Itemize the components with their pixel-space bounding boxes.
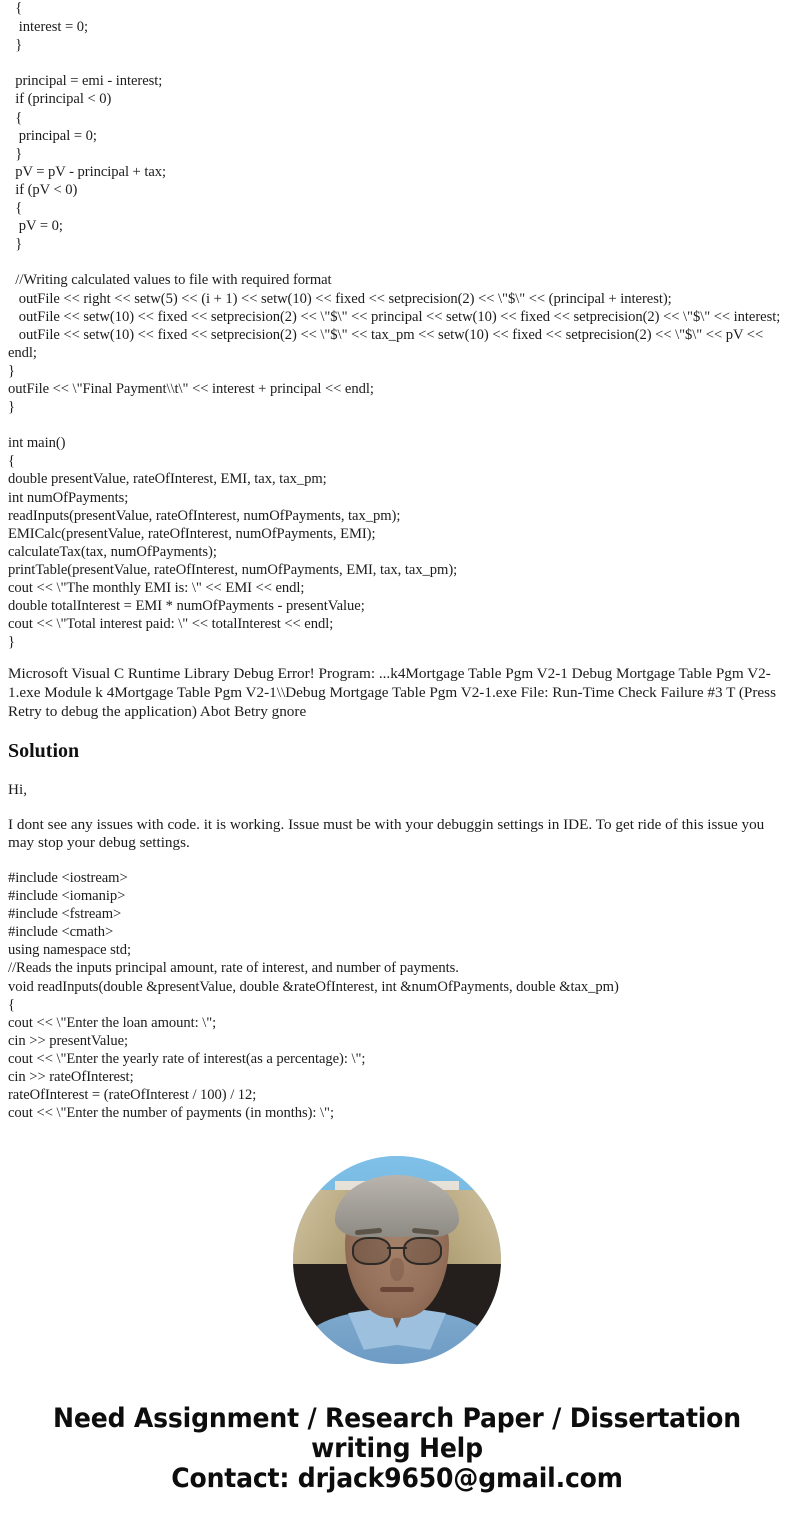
- code-bottom-line: #include <cmath>: [8, 924, 114, 941]
- code-top-line: {: [8, 109, 23, 126]
- code-bottom-line: #include <iomanip>: [8, 888, 126, 905]
- code-top-line: double totalInterest = EMI * numOfPayments - presentValue;: [8, 598, 365, 615]
- code-top-line: outFile << \"Final Payment\\t\" << interest + principal << endl;: [8, 380, 374, 397]
- solution-body-text: I dont see any issues with code. it is working. Issue must be with your debuggin settings in IDE. To get ride of this issue you may stop your debug settings.: [8, 815, 765, 852]
- code-top-line: [8, 54, 786, 72]
- code-top-line: {: [8, 0, 23, 16]
- eyeglasses-lens-left-icon: [352, 1237, 390, 1265]
- avatar-container: [0, 1156, 794, 1364]
- code-top-line: principal = emi - interest;: [8, 73, 163, 90]
- code-top-line: if (pV < 0): [8, 181, 78, 198]
- spacer-before-avatar: [0, 1122, 794, 1156]
- avatar: [293, 1156, 501, 1364]
- code-top-line: {: [8, 200, 23, 217]
- code-top-line: pV = pV - principal + tax;: [8, 163, 167, 180]
- code-top-line: }: [8, 37, 23, 54]
- spacer-before-body: [0, 800, 794, 816]
- code-top-line: outFile << right << setw(5) << (i + 1) << setw(10) << fixed << setprecision(2) << \"$\" << (principal + interest);: [8, 290, 672, 307]
- solution-heading: Solution: [8, 740, 80, 763]
- code-top-line: //Writing calculated values to file with required format: [8, 272, 332, 289]
- spacer-before-solution: [0, 721, 794, 739]
- code-bottom-line: //Reads the inputs principal amount, rate of interest, and number of payments.: [8, 960, 459, 977]
- solution-greeting: Hi,: [8, 781, 27, 799]
- code-bottom-line: void readInputs(double &presentValue, double &rateOfInterest, int &numOfPayments, double &tax_pm): [8, 978, 619, 995]
- spacer-before-promo: [0, 1364, 794, 1404]
- code-bottom-line: cout << \"Enter the number of payments (in months): \";: [8, 1105, 334, 1122]
- code-top-line: interest = 0;: [8, 19, 88, 36]
- avatar-mouth: [380, 1287, 413, 1292]
- code-top-line: }: [8, 145, 23, 162]
- code-bottom-line: cin >> presentValue;: [8, 1032, 129, 1049]
- code-top-line: int main(): [8, 435, 66, 452]
- eyeglasses-bridge-icon: [387, 1247, 408, 1249]
- code-bottom-line: #include <iostream>: [8, 869, 128, 886]
- code-bottom-line: cout << \"Enter the yearly rate of interest(as a percentage): \";: [8, 1050, 366, 1067]
- code-top-line: EMICalc(presentValue, rateOfInterest, numOfPayments, EMI);: [8, 525, 376, 542]
- code-top-line: printTable(presentValue, rateOfInterest, numOfPayments, EMI, tax, tax_pm);: [8, 561, 458, 578]
- code-top-line: int numOfPayments;: [8, 489, 129, 506]
- code-bottom-line: cin >> rateOfInterest;: [8, 1068, 134, 1085]
- code-top-line: readInputs(presentValue, rateOfInterest, numOfPayments, tax_pm);: [8, 507, 401, 524]
- code-block-top: [0, 0, 794, 651]
- code-top-line: {: [8, 453, 15, 470]
- code-bottom-line: #include <fstream>: [8, 906, 122, 923]
- code-bottom-line: using namespace std;: [8, 942, 132, 959]
- spacer-before-error: [0, 651, 794, 665]
- code-top-line: double presentValue, rateOfInterest, EMI, tax, tax_pm;: [8, 471, 327, 488]
- promo-block: [28, 1404, 766, 1494]
- code-top-line: }: [8, 236, 23, 253]
- code-top-line: if (principal < 0): [8, 91, 112, 108]
- code-top-line: }: [8, 362, 15, 379]
- code-top-line: cout << \"The monthly EMI is: \" << EMI << endl;: [8, 580, 305, 596]
- code-bottom-line: rateOfInterest = (rateOfInterest / 100) / 12;: [8, 1087, 257, 1104]
- code-top-line: [8, 253, 786, 271]
- code-top-line: }: [8, 634, 15, 651]
- code-block-bottom: [0, 869, 794, 1122]
- code-top-line: principal = 0;: [8, 127, 97, 144]
- code-top-line: calculateTax(tax, numOfPayments);: [8, 543, 217, 560]
- code-top-line: outFile << setw(10) << fixed << setprecision(2) << \"$\" << tax_pm << setw(10) << fixed << setprecision(2) << \"$\" << pV << endl;: [8, 326, 767, 361]
- code-bottom-line: cout << \"Enter the loan amount: \";: [8, 1014, 217, 1031]
- spacer-before-greeting: [0, 763, 794, 781]
- code-top-line: [8, 416, 786, 434]
- promo-line-2: writing Help: [311, 1433, 483, 1465]
- code-bottom-line: {: [8, 996, 15, 1013]
- code-top-line: }: [8, 399, 15, 416]
- code-top-line: cout << \"Total interest paid: \" << totalInterest << endl;: [8, 616, 334, 633]
- eyeglasses-lens-right-icon: [403, 1237, 441, 1265]
- code-top-line: pV = 0;: [8, 218, 63, 235]
- spacer-before-code-bottom: [0, 853, 794, 869]
- promo-contact-line: Contact: drjack9650@gmail.com: [171, 1463, 623, 1495]
- runtime-error-message: Microsoft Visual C Runtime Library Debug Error! Program: ...k4Mortgage Table Pgm V2-1 Debug Mortgage Table Pgm V2-1.exe Module k 4Mortgage Table Pgm V2-1\\Debug Mortgage Table Pgm V2-1.exe File: Run-Time Check Failure #3 T (Press Retry to debug the application) Abot Betry gnore: [8, 665, 776, 720]
- code-top-line: outFile << setw(10) << fixed << setprecision(2) << \"$\" << principal << setw(10) << fixed << setprecision(2) << \"$\" << interest;: [8, 308, 781, 325]
- promo-line-1: Need Assignment / Research Paper / Dissertation: [53, 1403, 741, 1435]
